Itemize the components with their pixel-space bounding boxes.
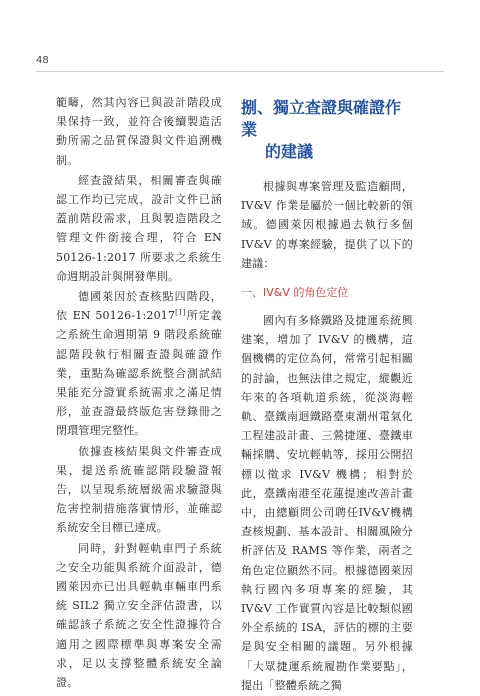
paragraph: 同時，針對輕軌車門子系統之安全功能與系統介面設計，德國萊因亦已出具輕軌車輛車門系統 SIL2 獨立安全評估證書，以確認該子系統之安全性證據符合適用之國際標準與專案安全需求，足以支撐整體系統安全論證。 <box>56 541 222 690</box>
subsection-heading: 一、IV&V 的角色定位 <box>241 286 349 300</box>
section-title-line: 的建議 <box>265 142 314 161</box>
paragraph-text: 所定義之系統生命週期第 9 階段系統確認階段執行相關查證與確證作業，重點為確認系統整合測試結果能充分證實系統需求之滿足情形，並查證最終版危害登錄冊之閉環管理完整性。 <box>56 309 222 438</box>
paragraph: 經查證結果，相關審查與確認工作均已完成，設計文件已涵蓋前階段需求，且與製造階段之管理文件銜接合理，符合 EN 50126-1:2017 所要求之系統生命週期設計與開發準則。 <box>56 173 222 283</box>
header-rule <box>36 71 444 72</box>
reference-marker: [1] <box>175 308 186 317</box>
paragraph: 範疇，然其內容已與設計階段成果保持一致，並符合後續製造活動所需之品質保證與文件追溯機制。 <box>56 96 222 167</box>
paragraph: 根據與專案管理及監造顧問，IV&V 作業是屬於一個比較新的領域。德國萊因根據過去執行多個 IV&V 的專案經驗，提供了以下的建議： <box>241 180 413 270</box>
paragraph-text: 德國萊因於查核點四階段，依 EN 50126-1:2017 <box>56 290 222 323</box>
right-column <box>241 93 413 696</box>
paragraph <box>56 287 222 441</box>
section-title-line: 捌、獨立查證與確證作業 <box>241 98 402 139</box>
page-number: 48 <box>36 55 49 66</box>
section-title <box>241 97 413 163</box>
paragraph: 依據查核結果與文件審查成果，提送系統確認階段驗證報告，以呈現系統層級需求驗證與危害控制措施落實情形，並確認系統安全目標已達成。 <box>56 444 222 535</box>
paragraph: 國內有多條鐵路及捷運系統興建案，增加了 IV&V 的機構，這個機構的定位為何，常常引起相關的討論，也無法律之規定，縱觀近年來的各項軌道系統，從淡海輕軌、臺鐵南迴鐵路臺東潮州電氣化工程建設計畫、三鶯捷運、臺鐵車輛採購、安坑輕軌等，採用公開招標以徵求 IV&V 機構；相對於此，臺鐵南港至花蓮提速改善計畫中，由總顧問公司聘任IV&V機構查核規劃、基本設計、相關風險分析評估及 RAMS 等作業，兩者之角色定位顯然不同。根據德國萊因執行國內多項專案的經驗，其 IV&V 工作實質內容是比較類似國外全系統的 ISA，評估的標的主要是與安全相關的議題。另外根據「大眾捷運系統履勘作業要點」，提出「整體系統之獨 <box>241 314 413 692</box>
left-column <box>56 93 222 693</box>
